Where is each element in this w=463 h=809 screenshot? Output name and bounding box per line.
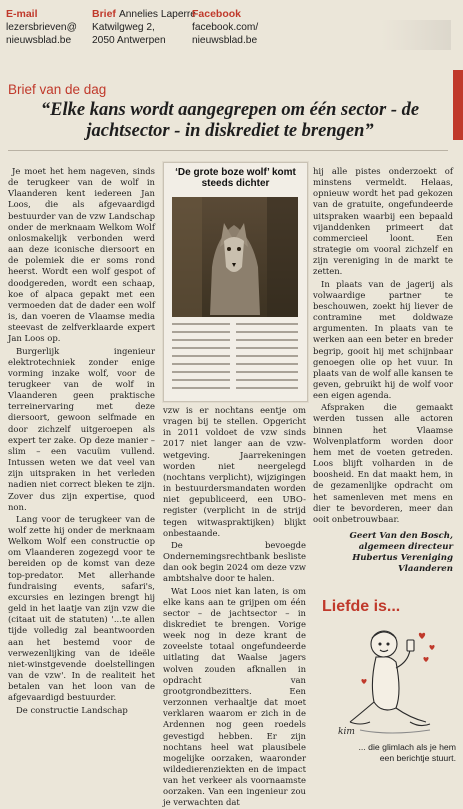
clipping-text-line — [236, 371, 298, 373]
brief-label: Brief — [92, 8, 116, 20]
love-is-cartoon-drawing — [330, 622, 452, 740]
email-contact — [6, 8, 77, 47]
author-signature — [313, 531, 453, 575]
wolf-photo — [172, 197, 298, 317]
clipping-text-line — [172, 363, 230, 365]
clipping-text-line — [172, 371, 230, 373]
cartoon-caption-line1: ... die glimlach als je hem — [358, 742, 456, 752]
artist-signature: kim — [338, 727, 355, 737]
clipping-text-line — [172, 355, 230, 357]
paragraph: Burgerlijk ingenieur elektrotechniek zonder enige vorming inzake wolf, voor de terugkeer van de wolf in Vlaanderen geen praktische terreinervaring met deze diersoort, gewoon selfmade en door zichzelf uitgeroepen als expert ter zake. Op deze manier – slim – een vacuüm vullend. Intussen weten we dat veel van zijn uitspraken in het verleden nadien niet correct bleken te zijn. Zover dus zijn expertise, quod non. — [8, 345, 155, 512]
paragraph: vzw is er nochtans eentje om vragen bij te stellen. Opgericht in 2011 voldoet de vzw sinds 2017 niet langer aan de vzw-wetgeving. Jaarrekeningen worden niet neergelegd (nochtans verplicht), wijzigingen in bestuurdersmandaten worden niet gepubliceerd, een UBO-register (verplicht in de strijd tegen witwaspraktijken) blijkt onbestaande. — [163, 405, 306, 538]
clipping-text-line — [236, 355, 298, 357]
paragraph: De bevoegde Ondernemingsrechtbank besliste dan ook begin 2024 om deze vzw ambtshalve door te halen. — [163, 539, 306, 584]
section-kicker: Brief van de dag — [8, 82, 107, 97]
paragraph: Je moet het hem nageven, sinds de terugkeer van de wolf in Vlaanderen kent iedereen Jan Loos, die als afgevaardigd bestuurder van de vzw Landschap onder de merknaam Welkom Wolf onlosmakelijk verbonden werd aan deze iconische diersoort en de polemiek die er soms rond heerst. Wordt een wolf gespot of doodgereden, wordt een schaap, koe of alpaca gepakt met een vermoeden dat de dader een wolf is, dan voeren de Vlaamse media steevast de zelfverklaarde expert Jan Loos op. — [8, 166, 155, 344]
paragraph: hij alle pistes onderzoekt of minstens vermeldt. Helaas, opnieuw wordt het pad gekozen van de gratuite, ongefundeerde uitspraken waarbij een bepaald vijanddenken primeert dat commercieel loont. Een strategie om vooral zichzelf en zijn vereniging in de markt te zetten. — [313, 166, 453, 277]
newspaper-clipping-image — [163, 162, 308, 402]
red-edge-strip — [453, 70, 463, 140]
postal-contact — [92, 8, 196, 47]
clipping-text-line — [172, 347, 230, 349]
author-role: algemeen directeur — [358, 542, 453, 552]
author-org-line2: Vlaanderen — [397, 564, 453, 574]
paragraph: De constructie Landschap — [16, 704, 128, 715]
brief-street: Katwilgweg 2, — [92, 22, 155, 33]
facebook-value-line2: nieuwsblad.be — [192, 35, 258, 46]
author-name: Geert Van den Bosch, — [349, 531, 453, 541]
clipping-text-line — [236, 379, 298, 381]
clipping-text-line — [172, 379, 230, 381]
cartoon-caption-line2: een berichtje stuurt. — [379, 753, 456, 763]
article-headline: “Elke kans wordt aangegrepen om één sector - de jachtsector - in diskrediet te brengen” — [40, 100, 420, 141]
clipping-headline: ‘De grote boze wolf’ komt steeds dichter — [175, 167, 296, 189]
facebook-contact — [192, 8, 258, 47]
divider — [8, 150, 448, 151]
clipping-text-line — [172, 323, 230, 325]
facebook-value-line1: facebook.com/ — [192, 22, 259, 33]
clipping-text-line — [236, 363, 298, 365]
email-value-line2: nieuwsblad.be — [6, 35, 72, 46]
clipping-text-line — [172, 331, 230, 333]
article-column-left — [8, 166, 155, 716]
clipping-text-line — [172, 387, 230, 389]
paragraph: Wat Loos niet kan laten, is om elke kans aan te grijpen om één sector – de jachtsector – in diskrediet te brengen. Vorige week nog in deze krant de zoveelste totaal ongefundeerde uitlating dat Waalse jagers wolven zouden afknallen in opdracht van grootgrondbezitters. Een verzonnen verhaaltje dat moet verklaren waarom er zich in de Ardennen nog geen roedels gevestigd hebben. Er zijn nochtans heel wat plausibele mogelijke oorzaken, waaronder wildedierenziekten en de impact van het verkeer als voornaamste oorzaken. Van een ingenieur zou je verwachten dat — [163, 585, 306, 808]
paragraph: Lang voor de terugkeer van de wolf zette hij onder de merknaam Welkom Wolf een constructie op om Vlaanderen zogezegd voor te bereiden op de komst van deze top-predator. Met allerhande fundraising events, safari's, excursies en lezingen brengt hij geld in het laatje van zijn vzw die (citaat uit de statuten) '...te allen tijde volledig zal beantwoorden aan het bestemd voor de verwezenlijking van de ideële niet-winstgevende doelstellingen van de vzw'. In de realiteit het betalen van het loon van de afgevaardigd bestuurder. — [8, 513, 155, 703]
clipping-text-line — [236, 387, 298, 389]
clipping-text-line — [172, 339, 230, 341]
clipping-text-line — [236, 331, 298, 333]
email-value-line1: lezersbrieven@ — [6, 22, 77, 33]
faded-page-edge — [381, 20, 451, 50]
author-org-line1: Hubertus Vereniging — [352, 553, 453, 563]
clipping-text-line — [236, 339, 298, 341]
facebook-label: Facebook — [192, 8, 242, 20]
article-column-right — [313, 166, 453, 575]
clipping-text-line — [236, 323, 298, 325]
paragraph: In plaats van de jagerij als volwaardige partner te beschouwen, zoekt hij liever de contramine met doldwaze argumenten. In plaats van te werken aan een beter en breder begrip, gooit hij met schijnbaar genoegen olie op het vuur. In plaats van de wolf alle kansen te geven, gebruikt hij de wolf voor een eigen agenda. — [313, 278, 453, 401]
paragraph: Afspraken die gemaakt werden tussen alle actoren binnen het Vlaamse Wolvenplatform worden door hem met de voeten getreden. Loos blijft volharden in de boosheid. En dat maakt hem, in de gezamenlijke opdracht om het samenleven met mens en dier te bevorderen, meer dan ooit onbetrouwbaar. — [313, 402, 453, 524]
brief-name: Annelies Laperre — [118, 9, 196, 20]
cartoon-caption — [316, 742, 456, 764]
cartoon-title: Liefde is... — [322, 598, 401, 615]
brief-city: 2050 Antwerpen — [92, 35, 166, 46]
article-column-middle — [163, 405, 306, 809]
clipping-text-line — [236, 347, 298, 349]
email-label: E-mail — [6, 8, 38, 20]
